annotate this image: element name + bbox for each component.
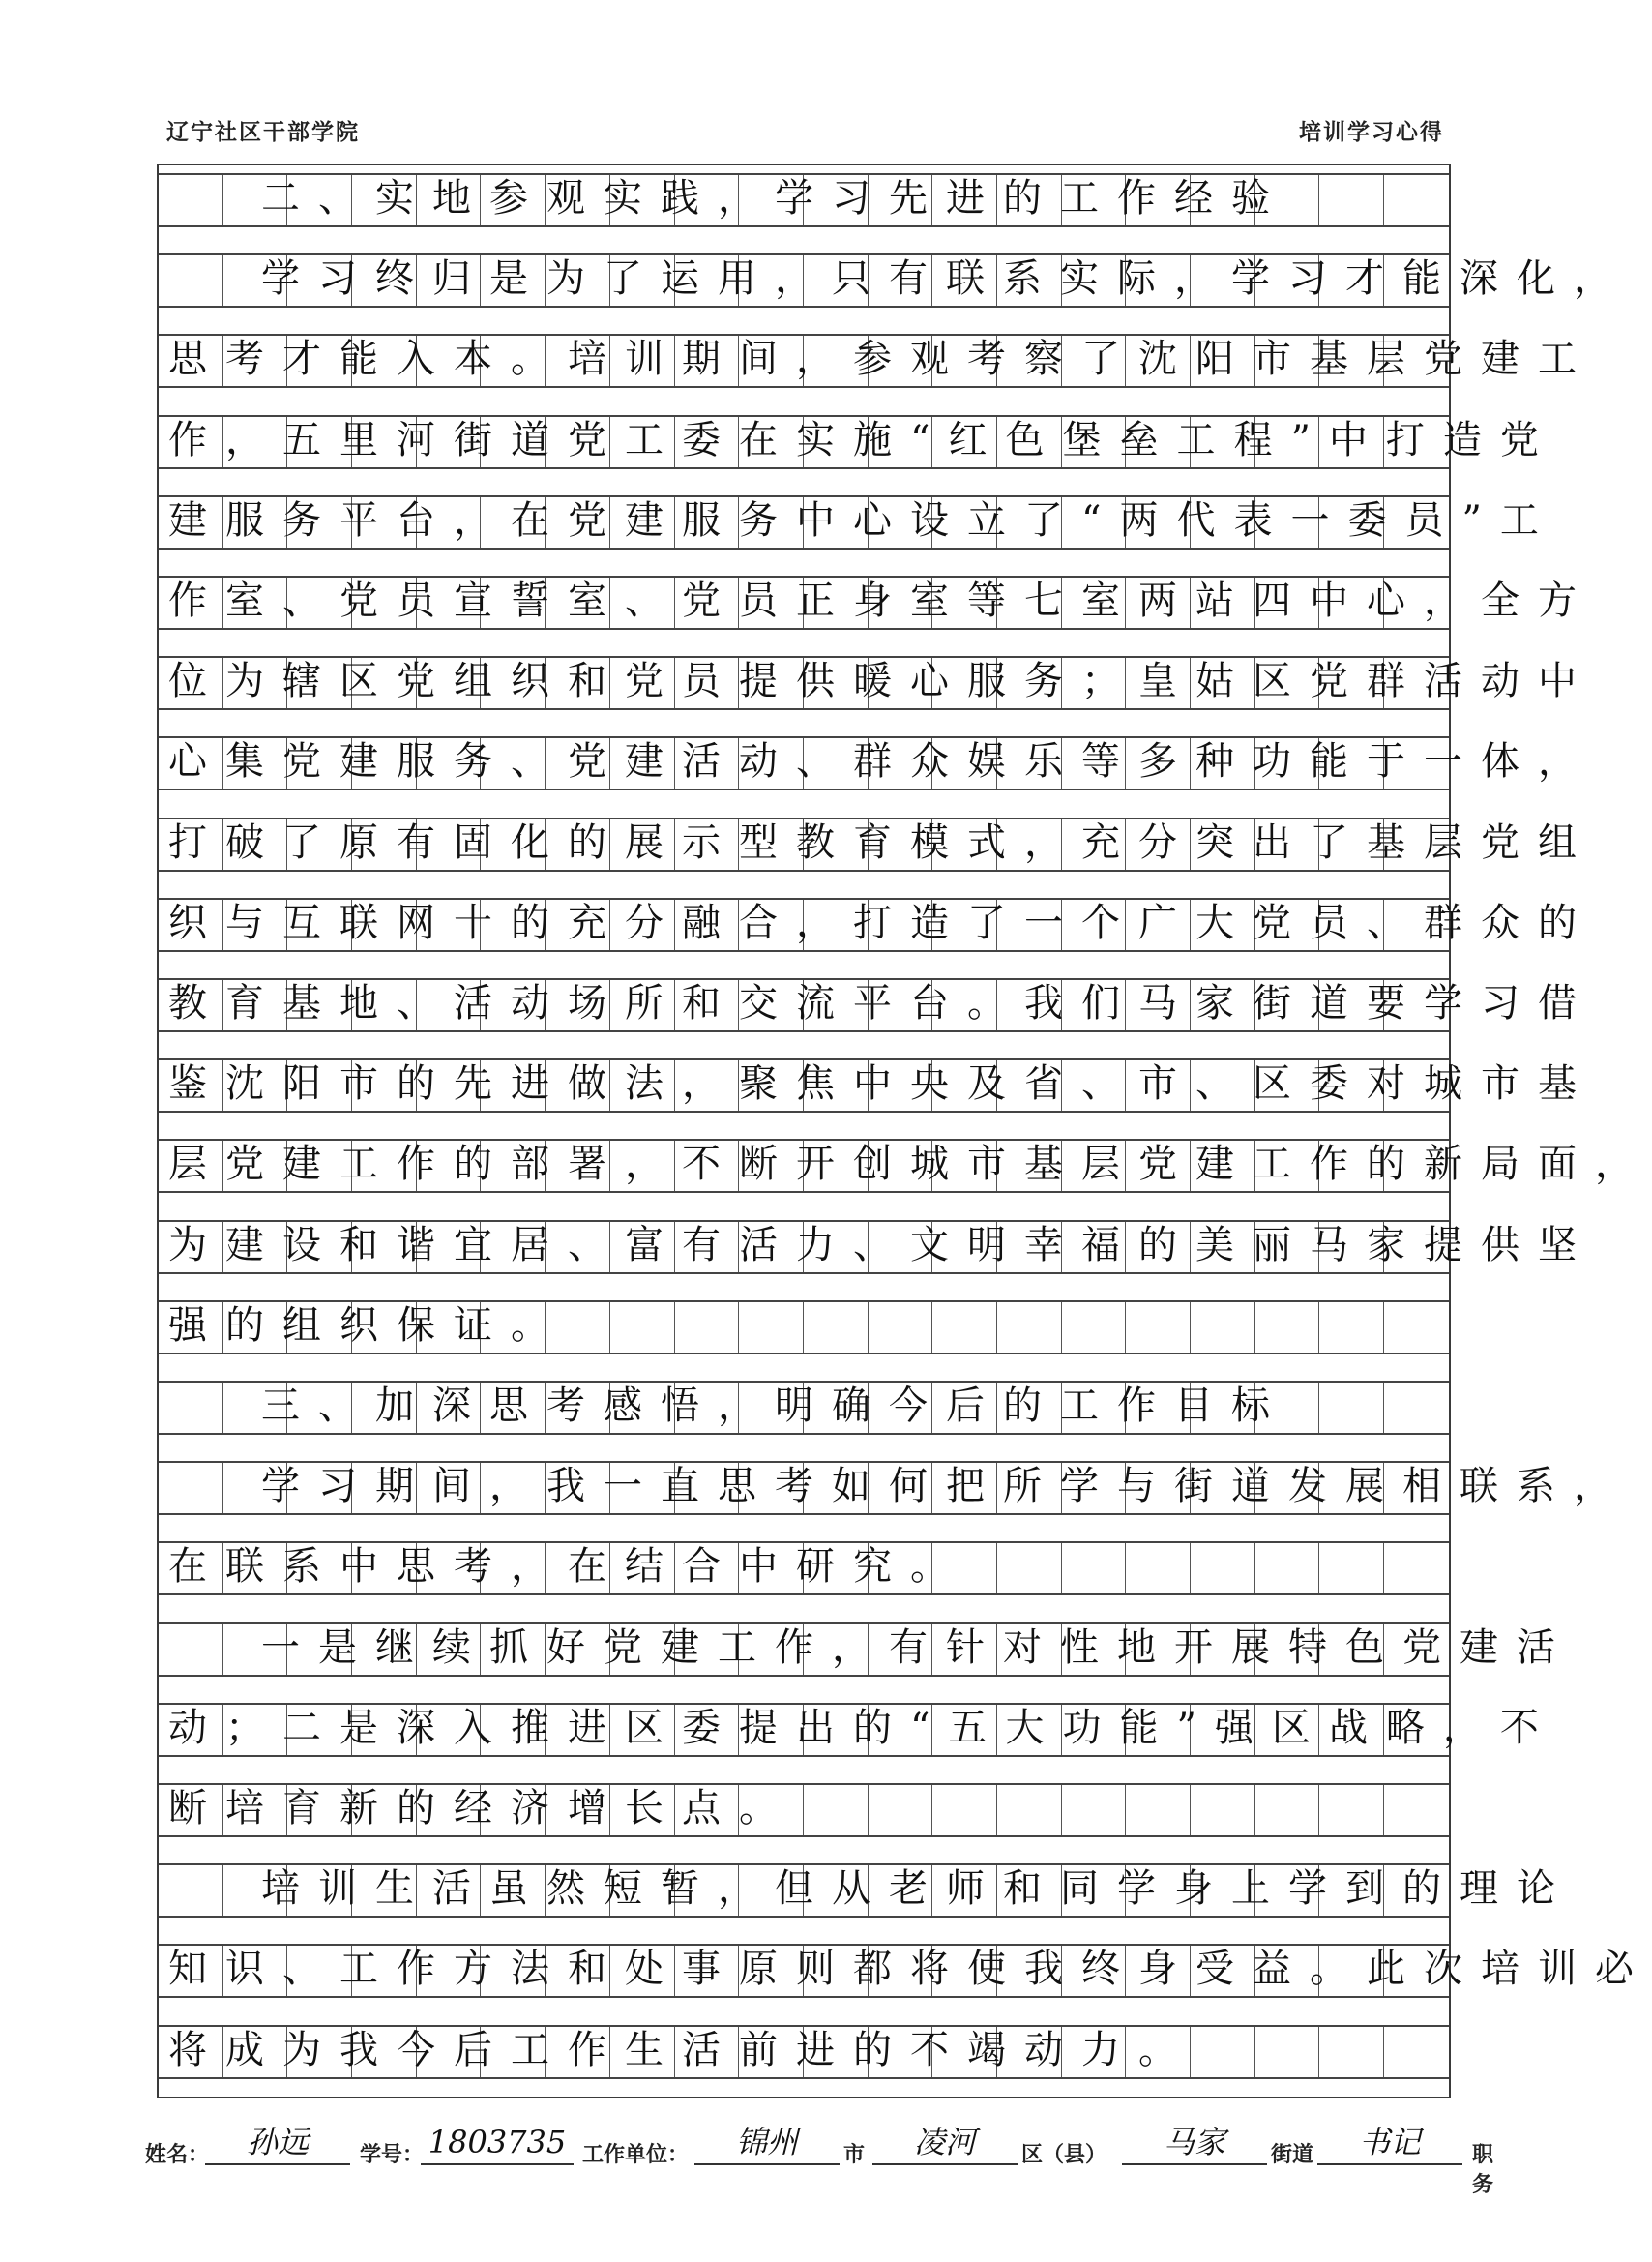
essay-line: 作室、党员宣誓室、党员正身室等七室两站四中心，全方 — [168, 579, 1595, 623]
essay-line: 动；二是深入推进区委提出的“五大功能”强区战略，不 — [168, 1705, 1557, 1750]
essay-line: 强的组织保证。 — [168, 1302, 568, 1348]
work-unit-label: 工作单位： — [582, 2143, 690, 2167]
district-suffix: 区（县） — [1021, 2143, 1107, 2167]
position-label: 职务 — [1472, 2143, 1494, 2197]
student-id-label: 学号： — [360, 2143, 425, 2167]
city-value: 锦州 — [694, 2121, 840, 2165]
essay-line: 一是继续抓好党建工作，有针对性地开展特色党建活 — [261, 1624, 1574, 1670]
essay-line: 织与互联网十的充分融合，打造了一个广大党员、群众的 — [168, 900, 1595, 945]
essay-line: 为建设和谐宜居、富有活力、文明幸福的美丽马家提供坚 — [168, 1222, 1595, 1267]
essay-line: 将成为我今后工作生活前进的不竭动力。 — [168, 2027, 1195, 2072]
essay-line: 层党建工作的部署，不断开创城市基层党建工作的新局面， — [168, 1142, 1652, 1187]
student-id-value: 1803735 — [421, 2121, 574, 2165]
essay-line: 作，五里河街道党工委在实施“红色堡垒工程”中打造党 — [168, 417, 1557, 462]
essay-line: 二、实地参观实践，学习先进的工作经验 — [261, 176, 1288, 221]
essay-line: 在联系中思考，在结合中研究。 — [168, 1544, 967, 1590]
street-value: 马家 — [1122, 2121, 1267, 2165]
essay-line: 学习期间，我一直思考如何把所学与街道发展相联系， — [261, 1464, 1631, 1509]
essay-line: 学习终归是为了运用，只有联系实际，学习才能深化， — [261, 256, 1631, 302]
essay-line: 建服务平台，在党建服务中心设立了“两代表一委员”工 — [168, 497, 1557, 543]
signature-footer — [145, 2121, 1494, 2197]
name-label: 姓名： — [145, 2143, 210, 2167]
essay-line: 思考才能入本。培训期间，参观考察了沈阳市基层党建工 — [168, 337, 1595, 382]
essay-line: 心集党建服务、党建活动、群众娱乐等多种功能于一体， — [168, 739, 1595, 785]
essay-line: 位为辖区党组织和党员提供暖心服务；皇姑区党群活动中 — [168, 659, 1595, 704]
name-value: 孙远 — [205, 2121, 350, 2165]
position-value: 书记 — [1317, 2121, 1462, 2165]
essay-line: 打破了原有固化的展示型教育模式，充分突出了基层党组 — [168, 819, 1595, 865]
essay-line: 知识、工作方法和处事原则都将使我终身受益。此次培训必 — [168, 1947, 1652, 1992]
district-value: 凌河 — [872, 2121, 1018, 2165]
street-suffix: 街道 — [1271, 2143, 1314, 2167]
institute-header: 辽宁社区干部学院 — [166, 120, 360, 145]
city-suffix: 市 — [843, 2143, 866, 2167]
essay-line: 培训生活虽然短暂，但从老师和同学身上学到的理论 — [261, 1866, 1574, 1912]
document-type-header: 培训学习心得 — [1299, 120, 1444, 145]
essay-line: 三、加深思考感悟，明确今后的工作目标 — [261, 1384, 1288, 1428]
essay-line: 鉴沈阳市的先进做法，聚焦中央及省、市、区委对城市基 — [168, 1061, 1595, 1107]
essay-line: 教育基地、活动场所和交流平台。我们马家街道要学习借 — [168, 981, 1595, 1026]
essay-line: 断培育新的经济增长点。 — [168, 1786, 796, 1830]
